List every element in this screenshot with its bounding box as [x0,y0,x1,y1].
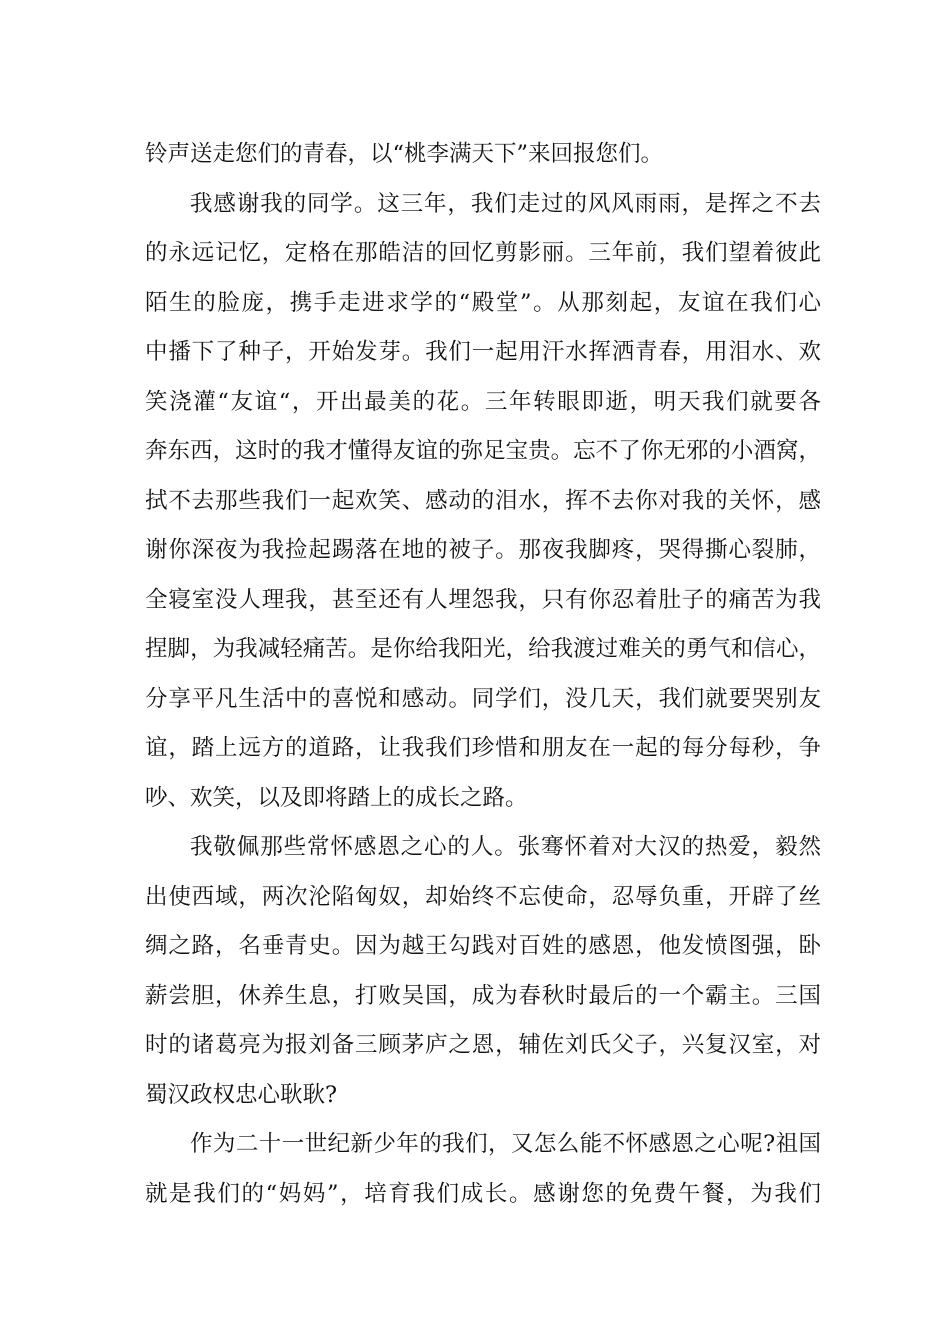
text-line: 奔东西，这时的我才懂得友谊的弥足宝贵。忘不了你无邪的小酒窝， [145,438,821,464]
text-line: 吵、欢笑，以及即将踏上的成长之路。 [145,784,528,811]
paragraph-first-line: 作为二十一世纪新少年的我们，又怎么能不怀感恩之心呢?祖国 [190,1131,821,1157]
text-line: 蜀汉政权忠心耿耿? [145,1081,338,1108]
text-line: 就是我们的“妈妈”，培育我们成长。感谢您的免费午餐，为我们 [145,1180,821,1207]
text-line: 绸之路，名垂青史。因为越王勾践对百姓的感恩，他发愤图强，卧 [145,933,821,959]
text-line: 薪尝胆，休养生息，打败吴国，成为春秋时最后的一个霸主。三国 [145,982,821,1009]
paragraph-first-line: 我感谢我的同学。这三年，我们走过的风风雨雨，是挥之不去 [190,190,821,217]
text-line: 笑浇灌“友谊“，开出最美的花。三年转眼即逝，明天我们就要各 [145,388,821,415]
text-line: 出使西域，两次沦陷匈奴，却始终不忘使命，忍辱负重，开辟了丝 [145,883,821,910]
text-line: 谢你深夜为我捡起踢落在地的被子。那夜我脚疼，哭得撕心裂肺， [145,537,821,563]
paragraph-first-line: 我敬佩那些常怀感恩之心的人。张骞怀着对大汉的热爱，毅然 [190,834,821,860]
text-line: 捏脚，为我减轻痛苦。是你给我阳光，给我渡过难关的勇气和信心， [145,636,821,662]
text-line: 全寝室没人理我，甚至还有人埋怨我，只有你忍着肚子的痛苦为我 [145,586,821,613]
text-line: 的永远记忆，定格在那皓洁的回忆剪影丽。三年前，我们望着彼此 [145,240,821,266]
text-line: 铃声送走您们的青春，以“桃李满天下”来回报您们。 [145,141,664,167]
text-line: 中播下了种子，开始发芽。我们一起用汗水挥洒青春，用泪水、欢 [145,339,821,365]
text-line: 谊，踏上远方的道路，让我我们珍惜和朋友在一起的每分每秒，争 [145,735,821,761]
text-line: 分享平凡生活中的喜悦和感动。同学们，没几天，我们就要哭别友 [145,685,821,712]
text-line: 陌生的脸庞，携手走进求学的“殿堂”。从那刻起，友谊在我们心 [145,289,821,316]
text-line: 时的诸葛亮为报刘备三顾茅庐之恩，辅佐刘氏父子，兴复汉室，对 [145,1032,821,1058]
document-body [145,130,821,1219]
text-line: 拭不去那些我们一起欢笑、感动的泪水，挥不去你对我的关怀，感 [145,487,821,514]
